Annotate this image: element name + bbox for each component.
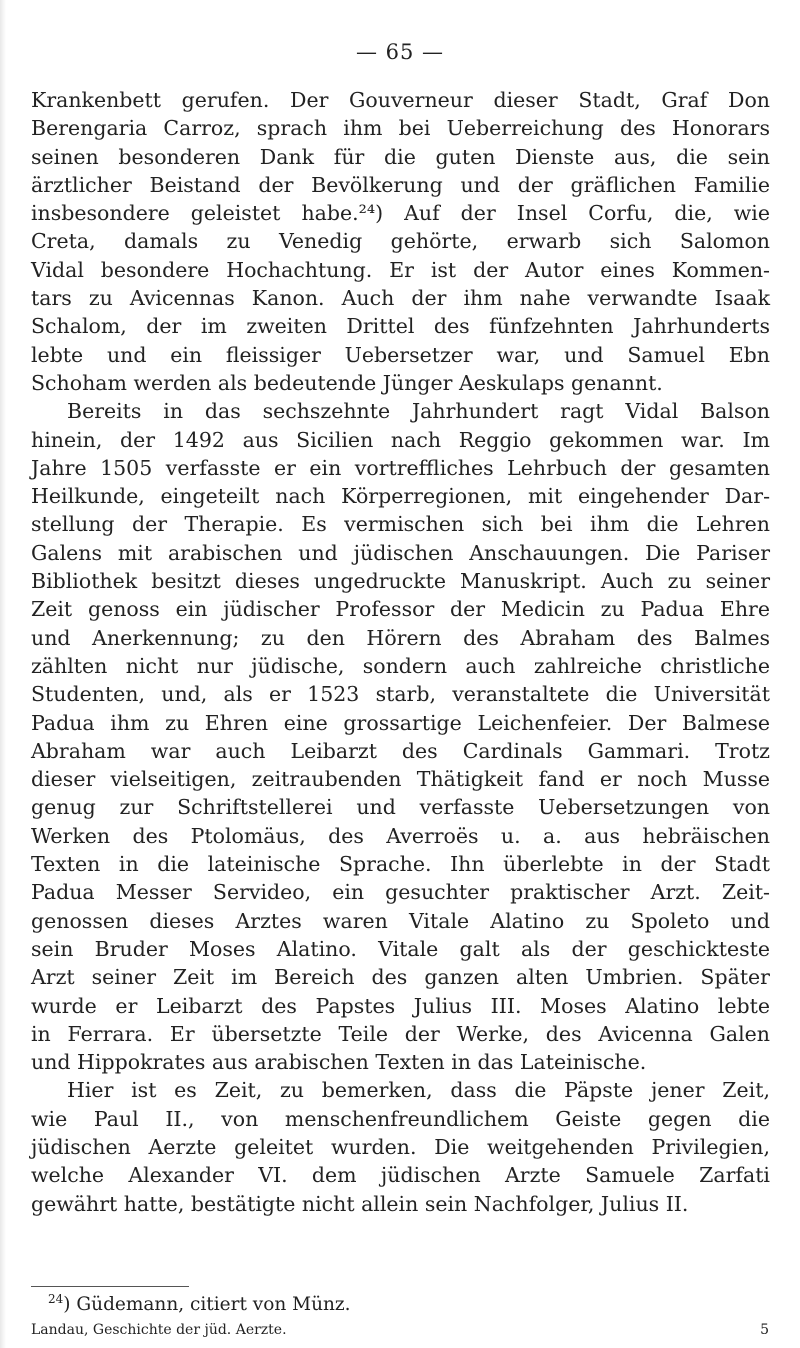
text-line: Padua Messer Servideo, ein gesuchter praktischer Arzt. Zeit-	[31, 880, 770, 905]
text-line: genug zur Schriftstellerei und verfasste Uebersetzungen von	[31, 795, 770, 820]
text-line: Heilkunde, eingeteilt nach Körperregionen, mit eingehender Dar-	[31, 484, 770, 509]
text-line: Creta, damals zu Venedig gehörte, erwarb sich Salomon	[31, 229, 770, 254]
text-line: Schalom, der im zweiten Drittel des fünfzehnten Jahrhunderts	[31, 314, 770, 339]
text-line: sein Bruder Moses Alatino. Vitale galt als der geschickteste	[31, 936, 770, 961]
text-line: seinen besonderen Dank für die guten Dienste aus, die sein	[31, 144, 770, 169]
text-line: Vidal besondere Hochachtung. Er ist der Autor eines Kommen-	[31, 257, 770, 282]
text-line: welche Alexander VI. dem jüdischen Arzte Samuele Zarfati	[31, 1163, 770, 1188]
text-line: Berengaria Carroz, sprach ihm bei Ueberreichung des Honorars	[31, 116, 770, 141]
text-line: Arzt seiner Zeit im Bereich des ganzen alten Umbrien. Später	[31, 965, 770, 990]
text-line: dieser vielseitigen, zeitraubenden Thätigkeit fand er noch Musse	[31, 767, 770, 792]
footnote-divider	[31, 1286, 189, 1287]
text-line: insbesondere geleistet habe.²⁴) Auf der Insel Corfu, die, wie	[31, 201, 770, 226]
text-line: in Ferrara. Er übersetzte Teile der Werke, des Avicenna Galen	[31, 1021, 770, 1046]
footnote-mark: 24	[48, 1292, 64, 1306]
footnote	[48, 1292, 351, 1315]
text-line: tars zu Avicennas Kanon. Auch der ihm nahe verwandte Isaak	[31, 286, 770, 311]
text-line: und Anerkennung; zu den Hörern des Abraham des Balmes	[31, 625, 770, 650]
text-line: Galens mit arabischen und jüdischen Anschauungen. Die Pariser	[31, 540, 770, 565]
page-spine-shadow	[0, 0, 6, 1348]
text-line: Padua ihm zu Ehren eine grossartige Leichenfeier. Der Balmese	[31, 710, 770, 735]
printer-signature	[31, 1322, 769, 1338]
signature-number: 5	[760, 1322, 769, 1338]
text-line: stellung der Therapie. Es vermischen sich bei ihm die Lehren	[31, 512, 770, 537]
text-line: zählten nicht nur jüdische, sondern auch zahlreiche christliche	[31, 653, 770, 678]
text-line: Krankenbett gerufen. Der Gouverneur dieser Stadt, Graf Don	[31, 88, 770, 112]
signature-title: Landau, Geschichte der jüd. Aerzte.	[31, 1322, 287, 1338]
text-line: genossen dieses Arztes waren Vitale Alatino zu Spoleto und	[31, 908, 770, 933]
page-number: — 65 —	[355, 40, 445, 64]
text-line: wie Paul II., von menschenfreundlichem Geiste gegen die	[31, 1106, 770, 1131]
text-line: Zeit genoss ein jüdischer Professor der Medicin zu Padua Ehre	[31, 597, 770, 622]
text-line: hinein, der 1492 aus Sicilien nach Reggio gekommen war. Im	[31, 427, 770, 452]
text-line: Texten in die lateinische Sprache. Ihn überlebte in der Stadt	[31, 852, 770, 877]
text-line: Jahre 1505 verfasste er ein vortreffliches Lehrbuch der gesamten	[31, 455, 770, 480]
text-line: ärztlicher Beistand der Bevölkerung und der gräflichen Familie	[31, 172, 770, 197]
text-line: Hier ist es Zeit, zu bemerken, dass die Päpste jener Zeit,	[67, 1078, 770, 1103]
text-line: Bibliothek besitzt dieses ungedruckte Manuskript. Auch zu seiner	[31, 569, 770, 594]
text-line: Bereits in das sechszehnte Jahrhundert ragt Vidal Balson	[67, 399, 770, 424]
text-line: gewährt hatte, bestätigte nicht allein sein Nachfolger, Julius II.	[31, 1191, 689, 1216]
text-line: Schoham werden als bedeutende Jünger Aeskulaps genannt.	[31, 370, 663, 395]
footnote-text: ) Güdemann, citiert von Münz.	[63, 1294, 351, 1316]
text-line: Studenten, und, als er 1523 starb, veranstaltete die Universität	[31, 682, 770, 707]
text-line: jüdischen Aerzte geleitet wurden. Die weitgehenden Privilegien,	[31, 1134, 770, 1159]
text-line: wurde er Leibarzt des Papstes Julius III. Moses Alatino lebte	[31, 993, 770, 1018]
text-line: lebte und ein fleissiger Uebersetzer war, und Samuel Ebn	[31, 342, 770, 367]
text-line: Werken des Ptolomäus, des Averroës u. a. aus hebräischen	[31, 823, 770, 848]
text-line: Abraham war auch Leibarzt des Cardinals Gammari. Trotz	[31, 738, 770, 763]
text-line: und Hippokrates aus arabischen Texten in das Lateinische.	[31, 1050, 647, 1075]
body-text	[31, 86, 770, 1218]
